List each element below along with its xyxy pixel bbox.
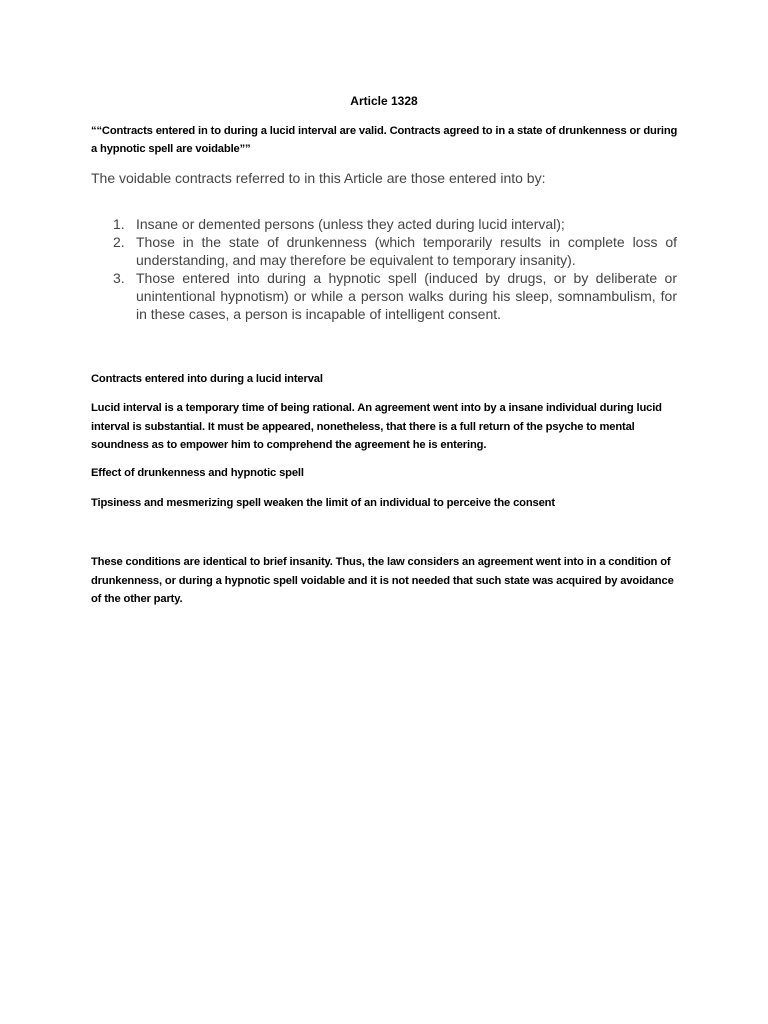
paragraph-conditions: These conditions are identical to brief insanity. Thus, the law considers an agreement went into in a condition of drunkenness, or during a hypnotic spell voidable and it is not needed that such state was acquired by avoidance of the other party. (91, 556, 674, 605)
list-number: 2. (113, 234, 125, 250)
voidable-contracts-list (91, 215, 677, 323)
list-text: Those entered into during a hypnotic spell (induced by drugs, or by deliberate or unintentional hypnotism) or while a person walks during his sleep, somnambulism, for in these cases, a person is incapable of intelligent consent. (136, 270, 677, 322)
intro-text: The voidable contracts referred to in this Article are those entered into by: (91, 170, 546, 186)
section-heading-lucid-interval: Contracts entered into during a lucid interval (91, 373, 323, 385)
paragraph-tipsiness: Tipsiness and mesmerizing spell weaken the limit of an individual to perceive the consent (91, 497, 555, 509)
list-item (91, 215, 677, 233)
article-title: Article 1328 (350, 94, 418, 108)
list-item (91, 233, 677, 269)
list-number: 3. (113, 270, 125, 286)
list-number: 1. (113, 216, 125, 232)
list-text: Those in the state of drunkenness (which temporarily results in complete loss of understanding, and may therefore be equivalent to temporary insanity). (136, 234, 677, 268)
article-quote: ““Contracts entered in to during a lucid interval are valid. Contracts agreed to in a state of drunkenness or during a hypnotic spell are voidable”” (91, 125, 678, 155)
paragraph-lucid-interval: Lucid interval is a temporary time of being rational. An agreement went into by a insane individual during lucid interval is substantial. It must be appeared, nonetheless, that there is a full return of the psyche to mental soundness as to empower him to comprehend the agreement he is entering. (91, 402, 662, 451)
section-heading-drunkenness: Effect of drunkenness and hypnotic spell (91, 467, 304, 479)
list-text: Insane or demented persons (unless they acted during lucid interval); (136, 216, 565, 232)
list-item (91, 269, 677, 323)
